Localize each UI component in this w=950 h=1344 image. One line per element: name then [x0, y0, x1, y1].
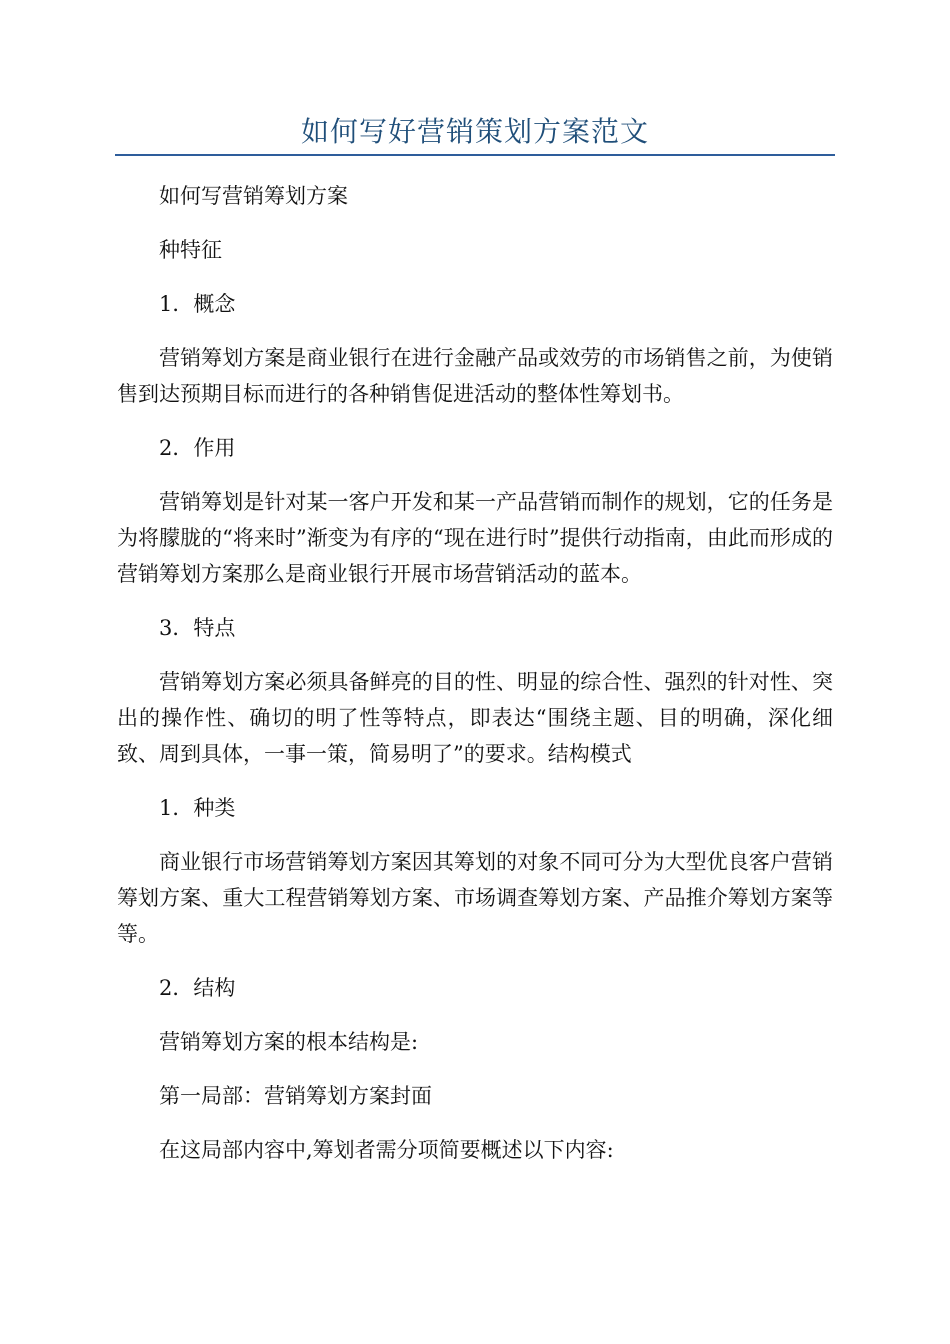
section-heading: 3．特点 — [159, 616, 236, 640]
document-title: 如何写好营销策划方案范文 — [300, 115, 649, 148]
paragraph: 如何写营销筹划方案 — [159, 184, 348, 208]
paragraph: 营销筹划是针对某一客户开发和某一产品营销而制作的规划，它的任务是为将朦胧的“将来时”渐变为有序的“现在进行时”提供行动指南，由此而形成的营销筹划方案那么是商业银行开展市场营销活动的蓝本。 — [117, 490, 833, 586]
paragraph: 营销筹划方案的根本结构是: — [159, 1030, 419, 1054]
paragraph: 营销筹划方案必须具备鲜亮的目的性、明显的综合性、强烈的针对性、突出的操作性、确切的明了性等特点，即表达“围绕主题、目的明确，深化细致、周到具体，一事一策，简易明了”的要求。结构模式 — [117, 670, 833, 766]
document-body — [117, 178, 833, 1186]
paragraph: 种特征 — [159, 238, 222, 262]
section-heading: 2．结构 — [159, 976, 236, 1000]
paragraph: 营销筹划方案是商业银行在进行金融产品或效劳的市场销售之前，为使销售到达预期目标而进行的各种销售促进活动的整体性筹划书。 — [117, 346, 833, 406]
paragraph: 商业银行市场营销筹划方案因其筹划的对象不同可分为大型优良客户营销筹划方案、重大工程营销筹划方案、市场调查筹划方案、产品推介筹划方案等等。 — [117, 850, 833, 946]
section-heading: 1．概念 — [159, 292, 236, 316]
paragraph: 第一局部：营销筹划方案封面 — [159, 1084, 432, 1108]
paragraph: 在这局部内容中,筹划者需分项简要概述以下内容: — [159, 1138, 614, 1162]
title-underline — [115, 154, 835, 156]
section-heading: 1．种类 — [159, 796, 236, 820]
section-heading: 2．作用 — [159, 436, 236, 460]
